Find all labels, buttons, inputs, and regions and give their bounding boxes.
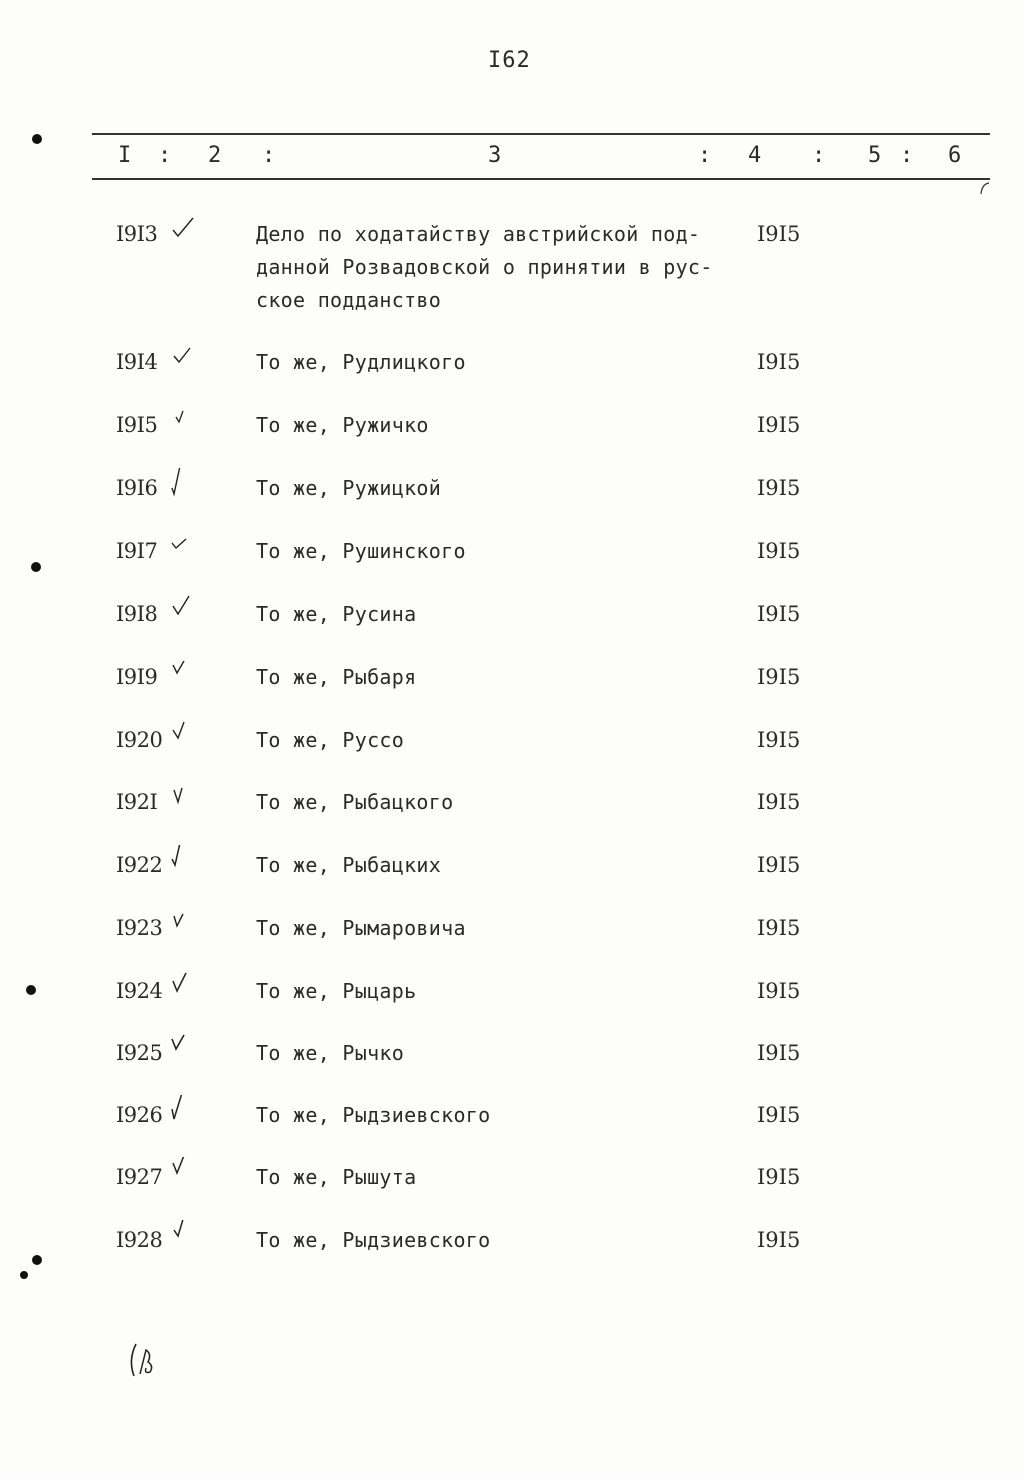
- column-header-2: 2: [208, 143, 222, 168]
- column-header-4: 4: [748, 143, 762, 168]
- item-description: То же, Рымаровича: [256, 916, 466, 940]
- item-year: I9I5: [757, 602, 801, 626]
- column-header-5: 5: [868, 143, 882, 168]
- item-year: I9I5: [757, 728, 801, 752]
- checkmark-icon: [170, 1095, 196, 1125]
- item-number: I92I: [116, 790, 158, 814]
- checkmark-icon: [170, 782, 196, 812]
- table-top-rule: [92, 133, 990, 135]
- item-number: I926: [116, 1103, 163, 1127]
- item-description: То же, Рыцарь: [256, 979, 417, 1003]
- item-year: I9I5: [757, 665, 801, 689]
- item-number: I9I3: [116, 222, 158, 246]
- item-description: То же, Руссо: [256, 728, 405, 752]
- checkmark-icon: [170, 1220, 196, 1250]
- punch-hole-mark: [32, 1255, 42, 1265]
- item-number: I927: [116, 1165, 163, 1189]
- checkmark-icon: [170, 1033, 196, 1063]
- item-description: То же, Ружицкой: [256, 476, 442, 500]
- item-description: То же, Рыбацкого: [256, 790, 454, 814]
- item-description: То же, Рышута: [256, 1165, 417, 1189]
- item-description: То же, Рычко: [256, 1041, 405, 1065]
- item-number: I9I8: [116, 602, 158, 626]
- column-header-1: I: [118, 143, 132, 168]
- item-description: То же, Рыдзиевского: [256, 1228, 491, 1252]
- checkmark-icon: [170, 214, 196, 244]
- punch-hole-mark: [26, 985, 36, 995]
- item-number: I922: [116, 853, 163, 877]
- item-number: I924: [116, 979, 163, 1003]
- item-description: То же, Рудлицкого: [256, 350, 466, 374]
- item-year: I9I5: [757, 916, 801, 940]
- checkmark-icon: [170, 908, 196, 938]
- checkmark-icon: [170, 971, 196, 1001]
- item-description: То же, Рушинского: [256, 539, 466, 563]
- item-number: I9I4: [116, 350, 158, 374]
- pencil-mark-icon: [978, 180, 992, 196]
- item-year: I9I5: [757, 539, 801, 563]
- item-year: I9I5: [757, 350, 801, 374]
- table-header-rule: [92, 178, 990, 180]
- checkmark-icon: [170, 657, 196, 687]
- checkmark-icon: [170, 531, 196, 561]
- checkmark-icon: [170, 405, 196, 435]
- item-year: I9I5: [757, 790, 801, 814]
- checkmark-icon: [170, 845, 196, 875]
- item-year: I9I5: [757, 1103, 801, 1127]
- checkmark-icon: [170, 468, 196, 498]
- item-year: I9I5: [757, 413, 801, 437]
- column-separator: :: [158, 143, 172, 168]
- item-number: I9I7: [116, 539, 158, 563]
- page-number: I62: [488, 48, 531, 73]
- item-year: I9I5: [757, 1228, 801, 1252]
- item-year: I9I5: [757, 222, 801, 246]
- punch-hole-mark: [31, 562, 41, 572]
- item-year: I9I5: [757, 1165, 801, 1189]
- handwritten-signature: [126, 1340, 166, 1380]
- item-number: I920: [116, 728, 163, 752]
- item-number: I928: [116, 1228, 163, 1252]
- item-description: То же, Ружичко: [256, 413, 429, 437]
- item-description: То же, Рыбацких: [256, 853, 442, 877]
- punch-hole-mark: [20, 1271, 28, 1279]
- item-number: I9I6: [116, 476, 158, 500]
- item-year: I9I5: [757, 1041, 801, 1065]
- punch-hole-mark: [32, 134, 42, 144]
- column-separator: :: [812, 143, 826, 168]
- item-description: То же, Русина: [256, 602, 417, 626]
- checkmark-icon: [170, 720, 196, 750]
- checkmark-icon: [170, 1157, 196, 1187]
- checkmark-icon: [170, 342, 196, 372]
- column-separator: :: [900, 143, 914, 168]
- item-number: I9I5: [116, 413, 158, 437]
- checkmark-icon: [170, 594, 196, 624]
- item-number: I923: [116, 916, 163, 940]
- item-number: I9I9: [116, 665, 158, 689]
- column-header-6: 6: [948, 143, 962, 168]
- column-separator: :: [698, 143, 712, 168]
- item-number: I925: [116, 1041, 163, 1065]
- item-year: I9I5: [757, 979, 801, 1003]
- item-description: То же, Рыдзиевского: [256, 1103, 491, 1127]
- item-year: I9I5: [757, 476, 801, 500]
- item-year: I9I5: [757, 853, 801, 877]
- item-description: Дело по ходатайству австрийской под- данной Розвадовской о принятии в рус- ское подданство: [256, 222, 713, 312]
- column-header-3: 3: [488, 143, 502, 168]
- item-description: То же, Рыбаря: [256, 665, 417, 689]
- column-separator: :: [262, 143, 276, 168]
